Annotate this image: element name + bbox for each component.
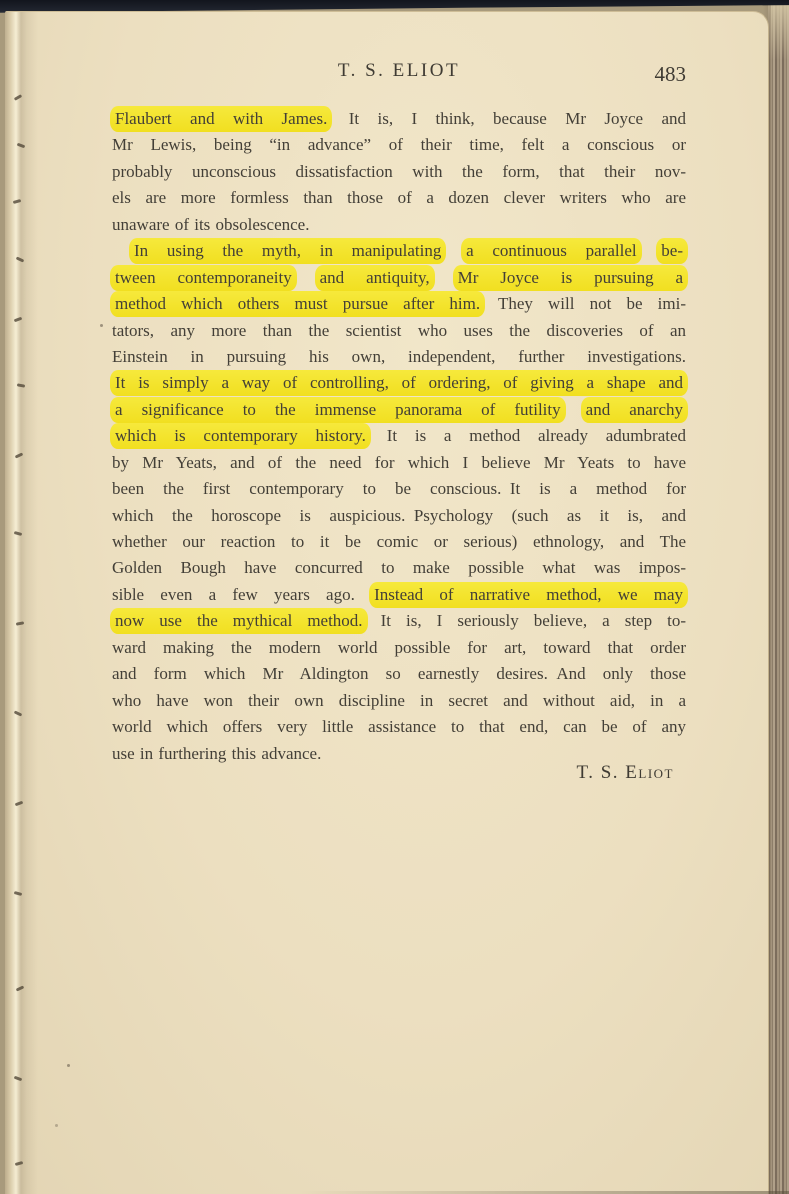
highlighted-text: It is simply a way of controlling, of ordering, of giving a shape and bbox=[110, 370, 688, 396]
text-line bbox=[112, 450, 686, 476]
text-line bbox=[112, 582, 686, 608]
text-segment: use in furthering this advance. bbox=[112, 743, 322, 763]
highlighted-text: tween contemporaneity bbox=[110, 265, 297, 291]
page-number: 483 bbox=[654, 62, 686, 86]
text-line bbox=[112, 185, 686, 211]
text-line bbox=[112, 318, 686, 344]
text-segment: els are more formless than those of a dozen clever writers who are bbox=[112, 188, 686, 208]
text-line bbox=[112, 238, 686, 264]
page-stack-edge bbox=[768, 0, 789, 1194]
highlighted-text: a continuous parallel bbox=[461, 238, 642, 264]
text-line bbox=[112, 635, 686, 661]
paper-speck bbox=[67, 1064, 70, 1067]
text-segment: They will not be imi- bbox=[497, 294, 686, 314]
highlighted-text: Mr Joyce is pursuing a bbox=[453, 265, 688, 291]
text-line bbox=[112, 106, 686, 132]
highlighted-text: which is contemporary history. bbox=[110, 423, 371, 449]
text-segment: It is, I seriously believe, a step to- bbox=[380, 611, 687, 631]
text-segment: ward making the modern world possible for art, toward that order bbox=[112, 637, 686, 657]
text-line bbox=[112, 688, 686, 714]
text-line bbox=[112, 476, 686, 502]
paper-speck bbox=[100, 324, 103, 327]
text-line bbox=[112, 555, 686, 581]
text-segment: It is a method already adumbrated bbox=[386, 426, 687, 446]
text-segment: Mr Lewis, being “in advance” of their time, felt a conscious or bbox=[112, 135, 686, 155]
page-title: T. S. ELIOT bbox=[337, 60, 461, 81]
text-segment: and form which Mr Aldington so earnestly desires. And only those bbox=[112, 664, 686, 684]
text-line bbox=[112, 212, 686, 238]
text-segment: Golden Bough have concurred to make possible what was impos- bbox=[112, 558, 686, 578]
highlighted-text: now use the mythical method. bbox=[110, 608, 368, 634]
text-line bbox=[112, 370, 686, 396]
highlighted-text: Instead of narrative method, we may bbox=[369, 582, 688, 608]
text-line bbox=[112, 132, 686, 158]
text-segment: It is, I think, because Mr Joyce and bbox=[348, 109, 686, 128]
highlighted-text: be- bbox=[656, 238, 688, 264]
highlighted-text: method which others must pursue after him. bbox=[110, 291, 485, 317]
text-segment: Einstein in pursuing his own, independent, further investigations. bbox=[112, 346, 686, 366]
text-segment: unaware of its obsolescence. bbox=[112, 214, 310, 234]
text-segment: world which offers very little assistance to that end, can be of any bbox=[112, 717, 686, 737]
text-line bbox=[112, 661, 686, 687]
text-line bbox=[112, 397, 686, 423]
author-signature: T. S. Eliot bbox=[576, 762, 674, 783]
text-segment: tators, any more than the scientist who uses the discoveries of an bbox=[112, 320, 686, 340]
text-line bbox=[112, 344, 686, 370]
binding-gutter bbox=[5, 12, 39, 1194]
text-segment: probably unconscious dissatisfaction with the form, that their nov- bbox=[112, 161, 686, 181]
running-header bbox=[112, 60, 686, 92]
essay-text-block bbox=[112, 106, 686, 767]
text-line bbox=[112, 291, 686, 317]
highlighted-text: and anarchy bbox=[581, 397, 688, 423]
text-line bbox=[112, 503, 686, 529]
paper-speck bbox=[55, 1124, 58, 1127]
text-segment: been the first contemporary to be conscious. It is a method for bbox=[112, 479, 686, 499]
highlighted-text: and antiquity, bbox=[315, 265, 435, 291]
text-segment: by Mr Yeats, and of the need for which I believe Mr Yeats to have bbox=[112, 452, 686, 472]
text-line bbox=[112, 529, 686, 555]
text-segment: sible even a few years ago. bbox=[112, 584, 355, 604]
text-line bbox=[112, 159, 686, 185]
text-line bbox=[112, 608, 686, 634]
text-segment: which the horoscope is auspicious. Psychology (such as it is, and bbox=[112, 505, 686, 525]
highlighted-text: Flaubert and with James. bbox=[110, 106, 332, 132]
highlighted-text: a significance to the immense panorama of futility bbox=[110, 397, 566, 423]
highlighted-text: In using the myth, in manipulating bbox=[129, 238, 446, 264]
text-segment: whether our reaction to it be comic or serious) ethnology, and The bbox=[112, 532, 686, 551]
book-page bbox=[5, 11, 769, 1194]
text-segment: who have won their own discipline in secret and without aid, in a bbox=[112, 690, 686, 710]
text-line bbox=[112, 714, 686, 740]
text-line bbox=[112, 265, 686, 291]
text-line bbox=[112, 423, 686, 449]
